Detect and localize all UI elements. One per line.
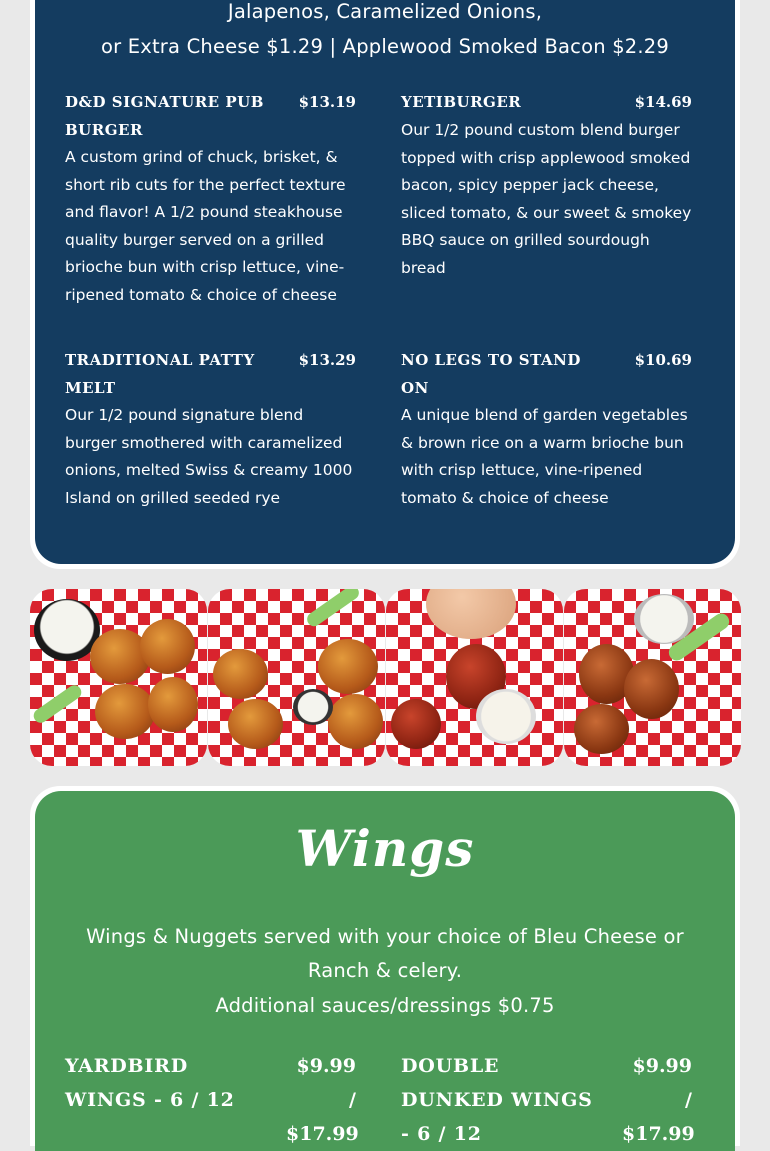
photo-hand-dipping-wing: [386, 589, 563, 766]
nugget: [95, 684, 155, 739]
wings-photo-strip: [30, 589, 740, 766]
wing: [391, 699, 441, 749]
menu-item-yardbird-wings[interactable]: [65, 1049, 359, 1145]
photo-nuggets-and-wings-basket: [208, 589, 385, 766]
menu-item-patty-melt[interactable]: [65, 347, 356, 512]
nugget: [148, 677, 198, 732]
wings-intro-line-3: Additional sauces/dressings $0.75: [215, 994, 555, 1017]
item-price: $9.99 / $17.99: [622, 1055, 695, 1145]
dip-cup: [293, 689, 333, 725]
item-price: $13.29: [298, 351, 356, 369]
item-price: $14.69: [634, 93, 692, 111]
menu-item-double-dunked-wings[interactable]: [401, 1049, 695, 1151]
item-name: YETIBURGER: [401, 93, 522, 111]
menu-item-signature-pub-burger[interactable]: [65, 89, 356, 309]
item-price: $13.19: [298, 93, 356, 111]
wings-intro-line-2: Ranch & celery.: [307, 959, 463, 982]
wings-panel: [35, 791, 735, 1151]
wing: [574, 704, 629, 754]
wings-intro-line-1: Wings & Nuggets served with your choice of Bleu Cheese or: [86, 925, 684, 948]
nugget: [140, 619, 195, 674]
nugget: [228, 699, 283, 749]
item-name: D&D SIGNATURE PUB BURGER: [65, 93, 264, 139]
item-description: Our 1/2 pound custom blend burger topped with crisp applewood smoked bacon, spicy pepper jack cheese, sliced tomato, & our sweet & smokey BBQ sauce on grilled sourdough bread: [401, 121, 692, 277]
item-description: A custom grind of chuck, brisket, & short rib cuts for the perfect texture and flavor! A 1/2 pound steakhouse quality burger served on a grilled brioche bun with crisp lettuce, vine-ripened tomato & choice of cheese: [65, 148, 346, 304]
add-ons-line-2: or Extra Cheese $1.29 | Applewood Smoked Bacon $2.29: [100, 35, 670, 58]
photo-wings-with-celery: [564, 589, 741, 766]
burgers-panel: [35, 0, 735, 564]
photo-nuggets-with-dip: [30, 589, 207, 766]
wing: [624, 659, 679, 719]
item-name: TRADITIONAL PATTY MELT: [65, 351, 255, 397]
wing: [318, 639, 378, 694]
hand: [426, 589, 516, 639]
item-description: Our 1/2 pound signature blend burger smothered with caramelized onions, melted Swiss & creamy 1000 Island on grilled seeded rye: [65, 406, 353, 507]
item-price: $10.69: [634, 351, 692, 369]
item-description: A unique blend of garden vegetables & brown rice on a warm brioche bun with crisp lettuce, vine-ripened tomato & choice of cheese: [401, 406, 688, 507]
item-price: $9.99 / $17.99: [286, 1055, 359, 1145]
item-name: DOUBLE DUNKED WINGS - 6 / 12: [401, 1055, 593, 1145]
nugget: [213, 649, 268, 699]
add-ons-line-1: Jalapenos, Caramelized Onions,: [227, 0, 543, 23]
menu-item-no-legs-to-stand-on[interactable]: [401, 347, 692, 512]
section-title-wings: Wings: [295, 819, 475, 878]
wing: [328, 694, 383, 749]
celery: [31, 682, 84, 725]
item-name: NO LEGS TO STAND ON: [401, 351, 581, 397]
item-name: YARDBIRD WINGS - 6 / 12: [65, 1055, 235, 1111]
menu-item-yetiburger[interactable]: [401, 89, 692, 282]
celery: [304, 589, 361, 629]
dip-cup: [476, 689, 536, 744]
